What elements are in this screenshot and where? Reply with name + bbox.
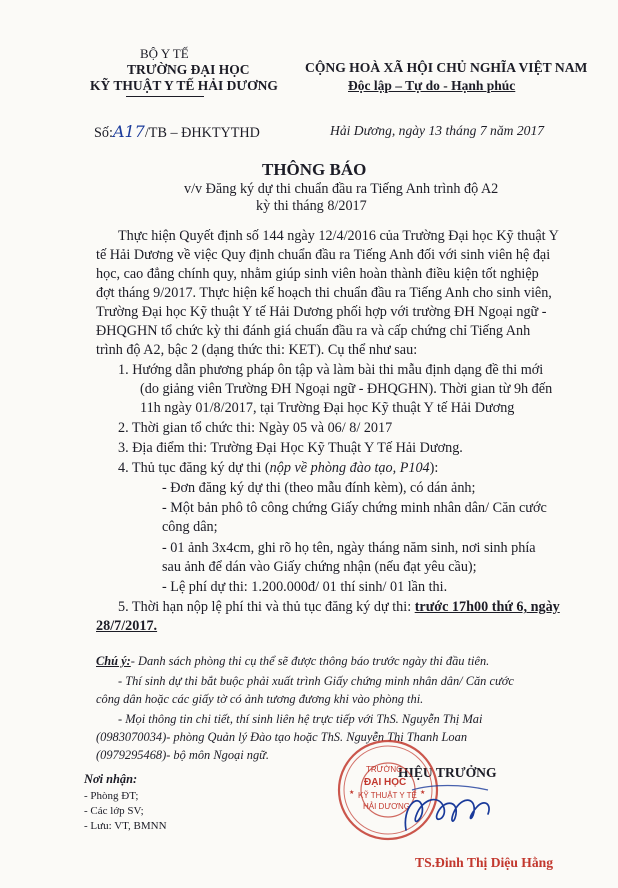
note-line-2b: công dân hoặc các giấy tờ có ảnh tương đương khi vào phòng thi. xyxy=(96,692,424,706)
note-line-3b: (0983070034)- phòng Quản lý Đào tạo hoặc ThS. Nguyễn Thị Thanh Loan xyxy=(96,730,468,744)
list-item-1-line1: 1. Hướng dẫn phương pháp ôn tập và làm bài thi mẫu định dạng đề thi mới xyxy=(118,362,544,378)
signature-scribble-icon xyxy=(392,778,502,838)
recipient-item: - Phòng ĐT; xyxy=(84,790,139,802)
note-text-1: - Danh sách phòng thi cụ thể sẽ được thông báo trước ngày thi đầu tiên. xyxy=(130,654,490,668)
handwritten-signature xyxy=(392,778,502,838)
requirement-c-line2: sau ảnh để dán vào Giấy chứng nhận (nếu đạt yêu cầu); xyxy=(162,559,477,575)
note-line-3c: (0979295468)- bộ môn Ngoại ngữ. xyxy=(96,748,269,762)
svg-text:★: ★ xyxy=(420,789,426,796)
item4-suffix: ): xyxy=(429,460,439,476)
list-item-2: 2. Thời gian tổ chức thi: Ngày 05 và 06/ 8/ 2017 xyxy=(118,420,393,436)
body-line: ĐHQGHN tổ chức kỳ thi đánh giá chuẩn đầu ra và cấp chứng chỉ Tiếng Anh xyxy=(96,323,531,339)
list-item-4 xyxy=(118,461,438,475)
recipients-label: Nơi nhận: xyxy=(84,772,138,786)
body-line: Trường Đại học Kỹ thuật Y tế Hải Dương phối hợp với trường ĐH Ngoại ngữ - xyxy=(96,304,547,320)
school-name-line1: TRƯỜNG ĐẠI HỌC xyxy=(127,62,250,77)
issue-date: Hải Dương, ngày 13 tháng 7 năm 2017 xyxy=(330,123,545,138)
number-suffix: /TB – ĐHKTYTHD xyxy=(144,125,260,141)
item4-location: nộp về phòng đào tạo, P104 xyxy=(269,460,430,476)
requirement-a: - Đơn đăng ký dự thi (theo mẫu đính kèm), có dán ảnh; xyxy=(162,480,476,496)
number-prefix: Số: xyxy=(94,125,113,141)
body-line: đợt tháng 9/2017. Thực hiện kế hoạch thi chuẩn đầu ra Tiếng Anh cho sinh viên, xyxy=(96,285,552,301)
body-line: Thực hiện Quyết định số 144 ngày 12/4/2016 của Trường Đại học Kỹ thuật Y xyxy=(118,228,559,244)
requirement-c-line1: - 01 ảnh 3x4cm, ghi rõ họ tên, ngày tháng năm sinh, nơi sinh phía xyxy=(162,540,536,556)
list-item-5-line2: 28/7/2017. xyxy=(96,618,158,634)
requirement-b-line2: công dân; xyxy=(162,519,218,535)
national-motto: Độc lập – Tự do - Hạnh phúc xyxy=(348,78,516,93)
note-line-1 xyxy=(96,654,489,669)
list-item-3: 3. Địa điểm thi: Trường Đại Học Kỹ Thuật Y Tế Hải Dương. xyxy=(118,440,463,456)
item5-deadline: trước 17h00 thứ 6, ngày xyxy=(414,599,560,615)
school-name-line2: KỸ THUẬT Y TẾ HẢI DƯƠNG xyxy=(90,78,278,93)
note-line-3a: - Mọi thông tin chi tiết, thí sinh liên hệ trực tiếp với ThS. Nguyễn Thị Mai xyxy=(118,712,483,726)
list-item-5-line1 xyxy=(118,600,560,614)
list-item-1-line3: 11h ngày 01/8/2017, tại Trường Đại học Kỹ thuật Y tế Hải Dương xyxy=(140,400,515,416)
note-label: Chú ý: xyxy=(96,654,131,668)
country-name: CỘNG HOÀ XÃ HỘI CHỦ NGHĨA VIỆT NAM xyxy=(305,60,588,75)
page-title: THÔNG BÁO xyxy=(262,160,367,179)
body-line: trình độ A2, bậc 2 (dạng thức thi: KET). Cụ thể như sau: xyxy=(96,342,418,358)
number-handwritten: A17 xyxy=(112,122,145,141)
list-item-1-line2: (do giảng viên Trường ĐH Ngoại ngữ - ĐHQGHN). Thời gian từ 9h đến xyxy=(140,381,553,397)
document-number xyxy=(94,124,260,140)
item4-prefix: 4. Thủ tục đăng ký dự thi ( xyxy=(118,460,270,476)
item5-prefix: 5. Thời hạn nộp lệ phí thi và thủ tục đăng ký dự thi: xyxy=(118,599,415,615)
stamp-text-3: KỸ THUẬT Y TẾ xyxy=(358,791,417,800)
requirement-b-line1: - Một bản phô tô công chứng Giấy chứng minh nhân dân/ Căn cước xyxy=(162,500,547,516)
stamp-text-4: HẢI DƯƠNG xyxy=(363,802,411,811)
svg-text:★: ★ xyxy=(349,789,355,796)
requirement-d: - Lệ phí dự thi: 1.200.000đ/ 01 thí sinh/ 01 lần thi. xyxy=(162,579,448,595)
body-line: học, cao đẳng chính quy, nhằm giúp sinh viên hoàn thành điều kiện tốt nghiệp xyxy=(96,266,539,282)
note-line-2a: - Thí sinh dự thi bắt buộc phải xuất trình Giấy chứng minh nhân dân/ Căn cước xyxy=(118,674,514,688)
recipient-item: - Lưu: VT, BMNN xyxy=(84,820,167,832)
recipient-item: - Các lớp SV; xyxy=(84,805,144,817)
signer-name: TS.Đinh Thị Diệu Hằng xyxy=(415,855,554,870)
body-line: tế Hải Dương về việc Quy định chuẩn đầu ra Tiếng Anh đối với sinh viên hệ đại xyxy=(96,247,551,263)
title-subject-line2: kỳ thi tháng 8/2017 xyxy=(256,198,367,214)
title-subject-line1: v/v Đăng ký dự thi chuẩn đầu ra Tiếng Anh trình độ A2 xyxy=(184,181,499,197)
stamp-text-2: ĐẠI HỌC xyxy=(364,777,407,788)
stamp-text-1: TRƯỜNG xyxy=(366,765,403,774)
left-header-rule xyxy=(126,96,204,97)
ministry-name: BỘ Y TẾ xyxy=(140,46,189,61)
signer-title: HIỆU TRƯỞNG xyxy=(398,765,497,780)
